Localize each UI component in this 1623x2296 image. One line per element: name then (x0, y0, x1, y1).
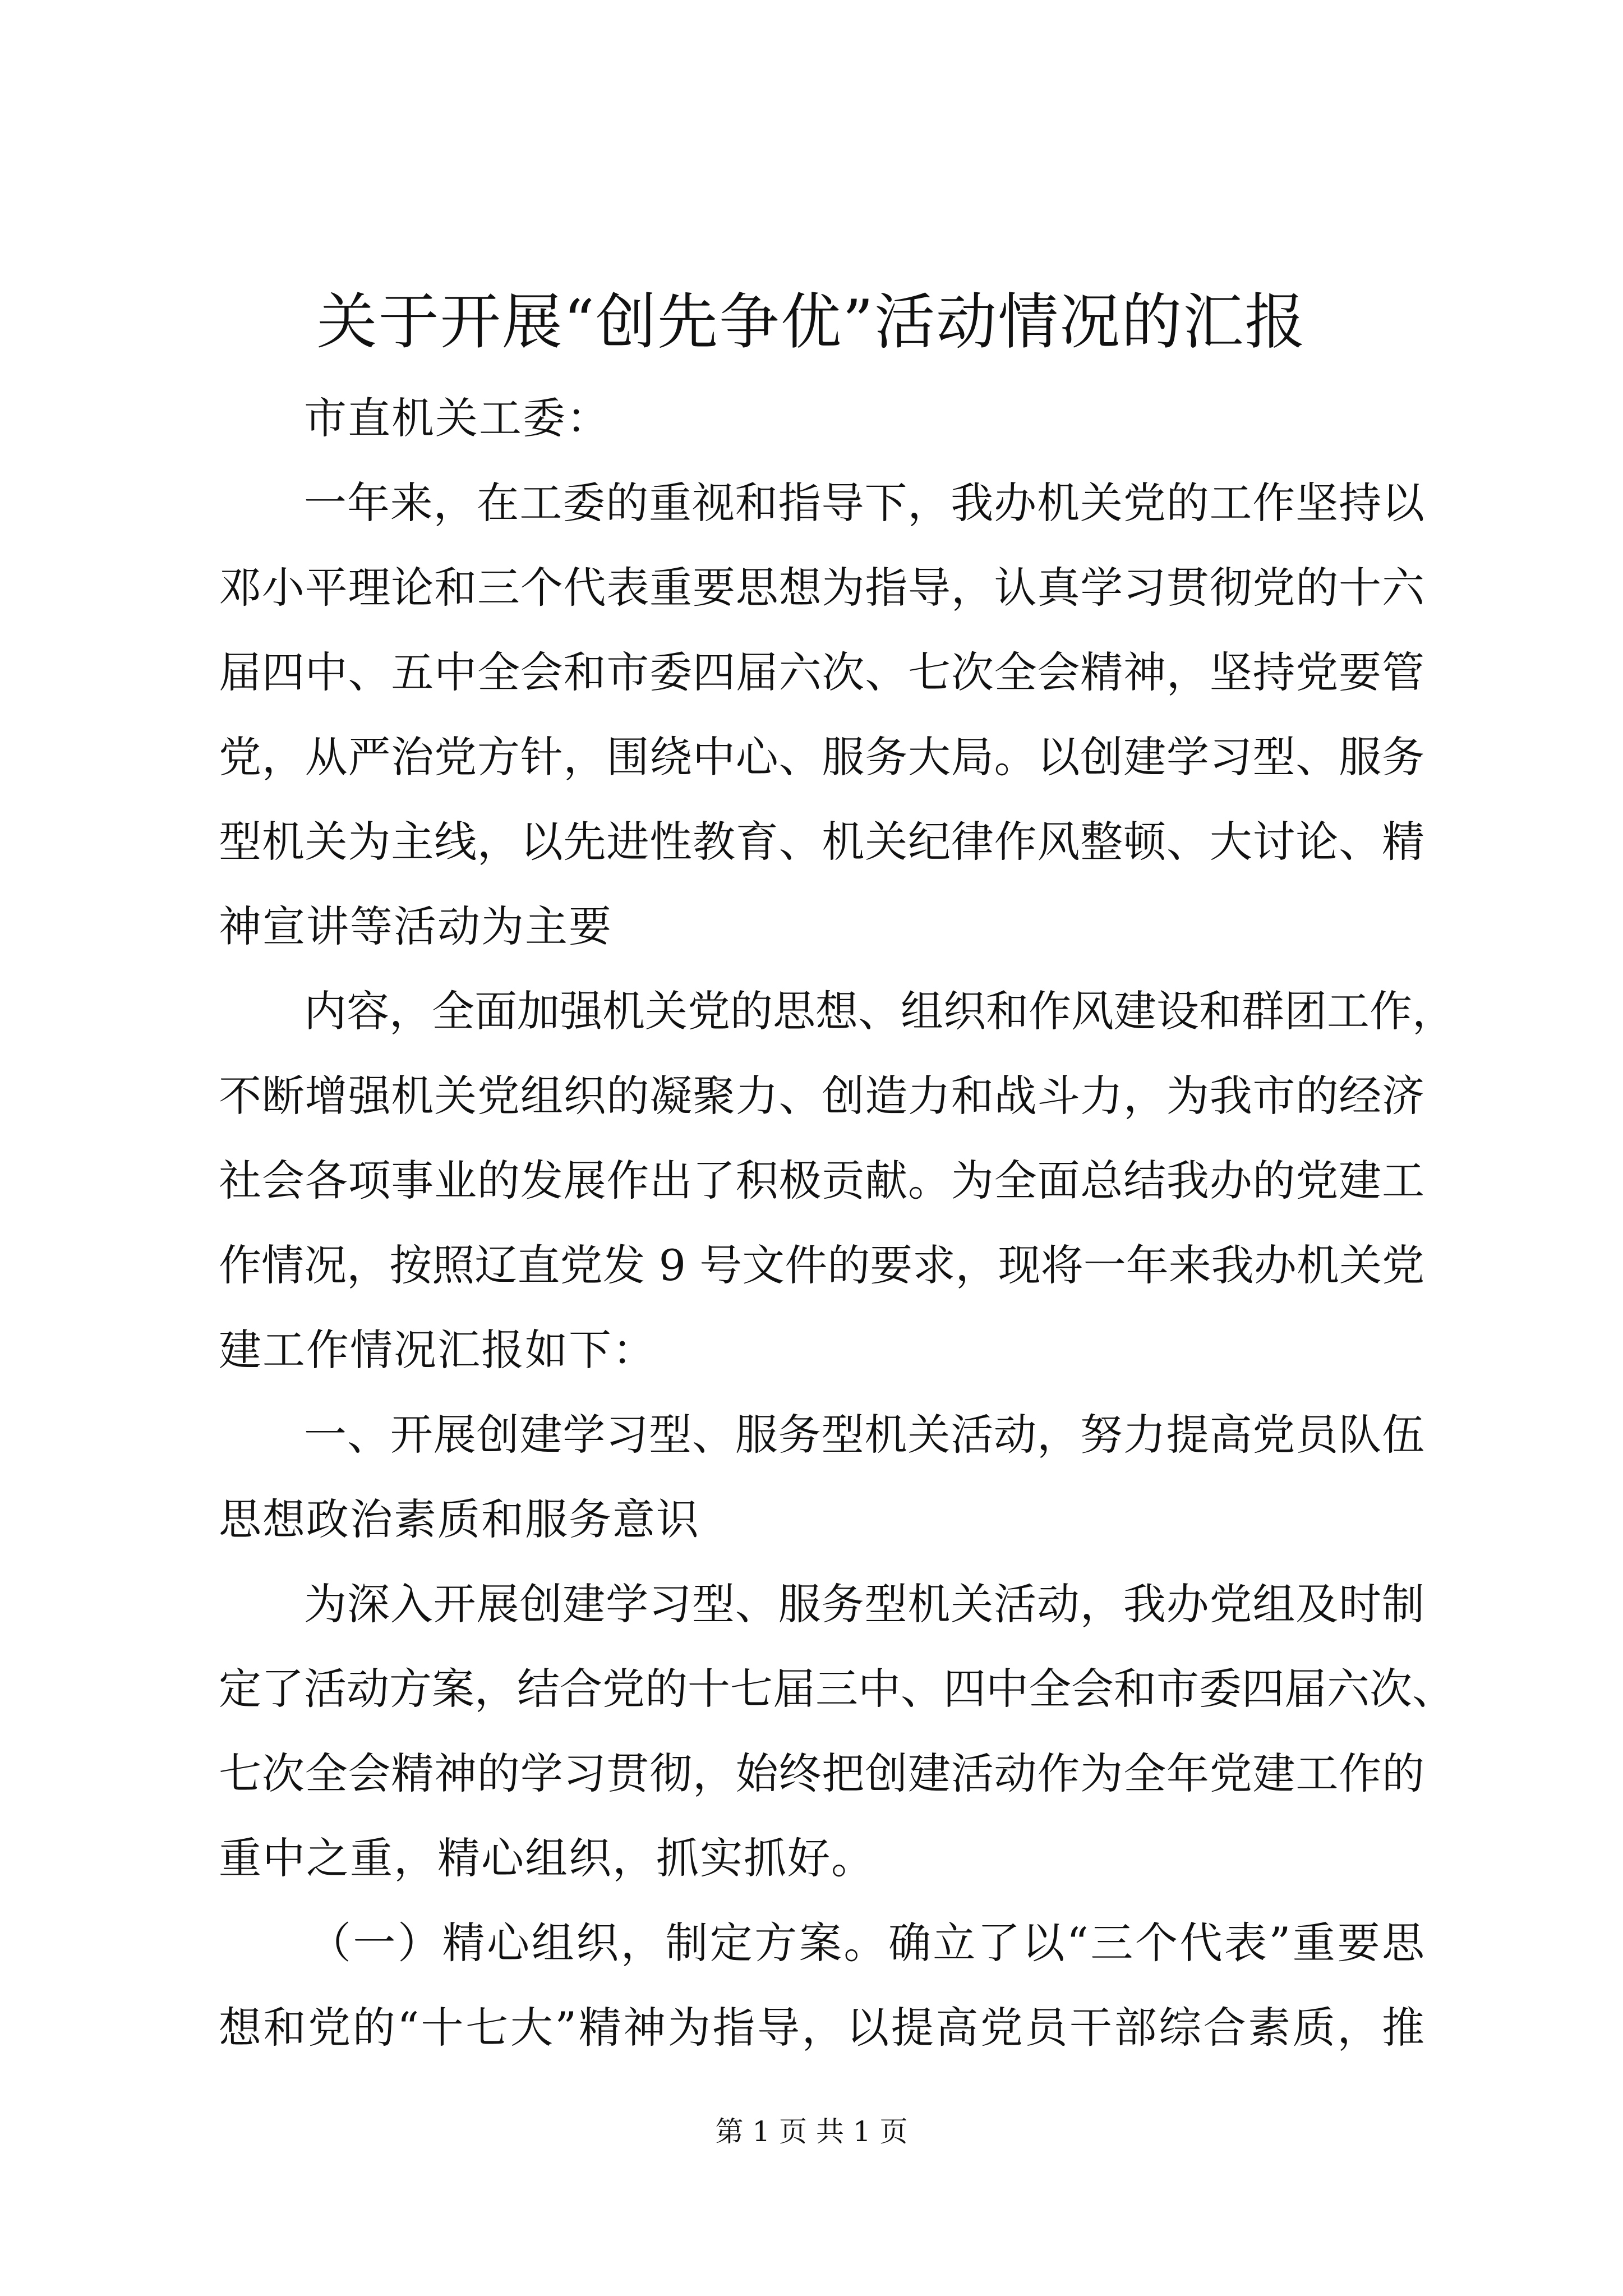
paragraph-line: 为深入开展创建学习型、服务型机关活动，我办党组及时制 (304, 1579, 1424, 1629)
paragraph-line: 届四中、五中全会和市委四届六次、七次全会精神，坚持党要管 (219, 647, 1424, 697)
paragraph-line: 邓小平理论和三个代表重要思想为指导，认真学习贯彻党的十六 (219, 563, 1424, 613)
page-number-footer: 第 1 页 共 1 页 (715, 2115, 908, 2148)
paragraph-line: 党，从严治党方针，围绕中心、服务大局。以创建学习型、服务 (219, 732, 1424, 782)
paragraph-line: 社会各项事业的发展作出了积极贡献。为全面总结我办的党建工 (219, 1156, 1424, 1205)
paragraph-line: 一年来，在工委的重视和指导下，我办机关党的工作坚持以 (304, 478, 1424, 528)
paragraph-line: 建工作情况汇报如下： (219, 1325, 656, 1375)
paragraph-line: 型机关为主线，以先进性教育、机关纪律作风整顿、大讨论、精 (219, 817, 1424, 867)
paragraph-line: 重中之重，精心组织，抓实抓好。 (219, 1833, 875, 1883)
paragraph-line: （一）精心组织，制定方案。确立了以“三个代表”重要思 (308, 1918, 1424, 1968)
section-heading-line: 思想政治素质和服务意识 (219, 1494, 700, 1544)
paragraph-line: 不断增强机关党组织的凝聚力、创造力和战斗力，为我市的经济 (219, 1071, 1424, 1121)
salutation-line: 市直机关工委： (304, 393, 610, 443)
paragraph-line: 定了活动方案，结合党的十七届三中、四中全会和市委四届六次、 (219, 1664, 1455, 1714)
paragraph-line: 七次全会精神的学习贯彻，始终把创建活动作为全年党建工作的 (219, 1749, 1424, 1798)
paragraph-line: 想和党的“十七大”精神为指导，以提高党员干部综合素质，推 (219, 2003, 1424, 2053)
paragraph-line: 内容，全面加强机关党的思想、组织和作风建设和群团工作， (304, 986, 1455, 1036)
paragraph-line: 作情况，按照辽直党发 9 号文件的要求，现将一年来我办机关党 (219, 1240, 1424, 1290)
document-body (219, 376, 1455, 2070)
section-heading-line: 一、开展创建学习型、服务型机关活动，努力提高党员队伍 (304, 1410, 1424, 1460)
document-title: 关于开展“创先争优”活动情况的汇报 (316, 287, 1307, 357)
paragraph-line: 神宣讲等活动为主要 (219, 901, 612, 951)
